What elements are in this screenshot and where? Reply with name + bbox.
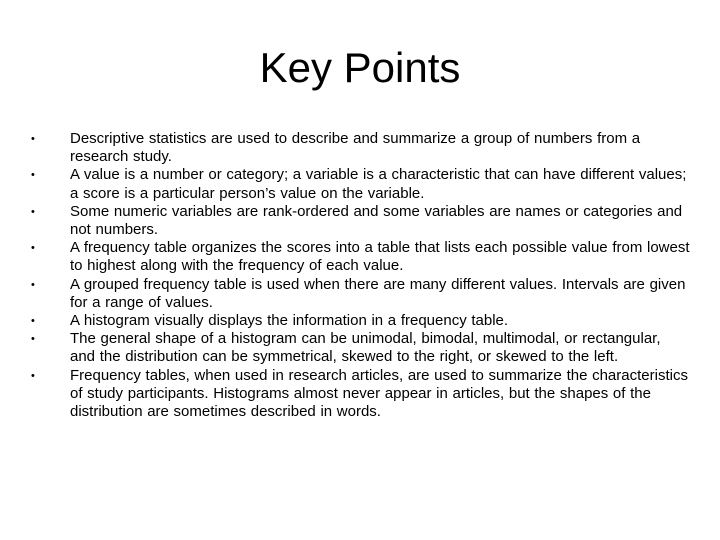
bullet-text: Descriptive statistics are used to describe and summarize a group of numbers from a research study.	[70, 130, 641, 166]
bullet-text: A histogram visually displays the information in a frequency table.	[70, 312, 509, 330]
bullet-item	[30, 203, 690, 239]
bullet-text: Some numeric variables are rank-ordered and some variables are names or categories and not numbers.	[70, 202, 683, 239]
bullet-icon: •	[31, 205, 35, 218]
bullet-icon: •	[31, 333, 35, 346]
bullet-text: Frequency tables, when used in research articles, are used to summarize the characteristics of study participants. Histograms almost never appear in articles, but the shapes of the distribution are sometimes described in words.	[70, 366, 688, 421]
bullet-text: A frequency table organizes the scores into a table that lists each possible value from lowest to highest along with the frequency of each value.	[70, 239, 690, 275]
bullet-icon: •	[31, 369, 35, 382]
bullet-item	[30, 166, 690, 202]
bullet-item	[30, 239, 690, 275]
bullet-item	[30, 330, 690, 366]
bullet-item	[30, 276, 690, 312]
bullet-icon: •	[31, 315, 35, 328]
bullet-list	[30, 130, 690, 421]
bullet-icon: •	[31, 133, 35, 145]
bullet-icon: •	[31, 278, 35, 291]
bullet-text: A value is a number or category; a variable is a characteristic that can have different values; a score is a particular person’s value on the variable.	[70, 166, 687, 202]
bullet-text: The general shape of a histogram can be unimodal, bimodal, multimodal, or rectangular, and the distribution can be symmetrical, skewed to the right, or skewed to the left.	[70, 330, 661, 366]
bullet-item	[30, 367, 690, 422]
slide-title: Key Points	[259, 44, 461, 91]
bullet-icon: •	[31, 242, 35, 255]
bullet-item	[30, 130, 690, 166]
bullet-item	[30, 312, 690, 330]
bullet-text: A grouped frequency table is used when there are many different values. Intervals are given for a range of values.	[70, 275, 686, 311]
bullet-icon: •	[31, 169, 35, 182]
